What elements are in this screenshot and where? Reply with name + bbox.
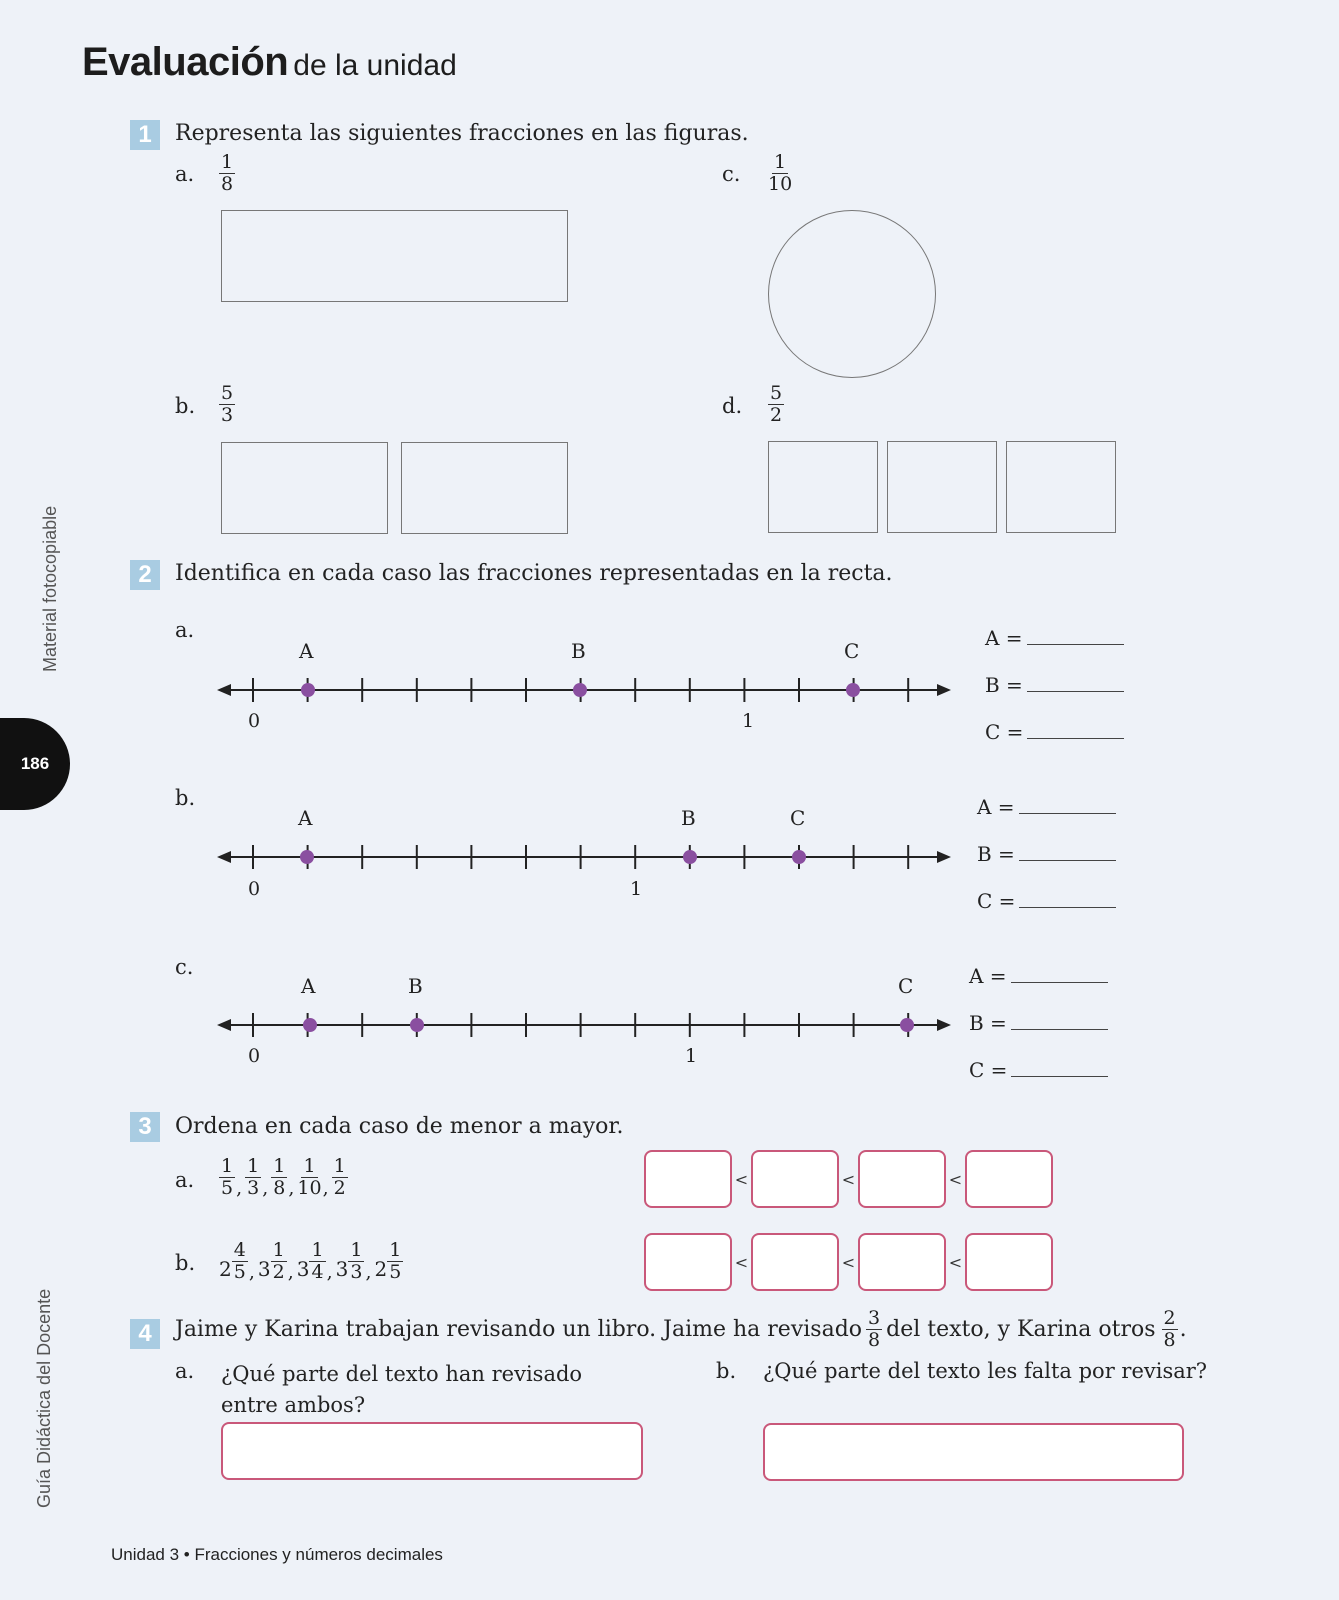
point-label-b: B [571,639,586,663]
question-1-text: Representa las siguientes fracciones en las figuras. [175,121,749,146]
answer-row[interactable]: B = [969,1011,1108,1035]
page-number: 186 [0,718,70,810]
point-label-c: C [844,639,860,663]
page-title [82,40,457,85]
answer-row[interactable]: C = [969,1058,1108,1082]
fraction: $\frac{1}{2}$ [333,1155,346,1199]
item-label: a. [175,1168,195,1192]
point-label-c: C [898,974,914,998]
fraction: $\frac{2}{8}$ [1163,1307,1176,1351]
separator: , [288,1177,295,1199]
mixed-number: 2 $\frac{1}{5}$ [374,1239,402,1283]
mixed-list-b [219,1240,403,1283]
question-3-text: Ordena en cada caso de menor a mayor. [175,1114,624,1139]
item-label: c. [175,955,194,979]
zero-label: 0 [248,710,261,732]
fraction-list-a [219,1156,348,1199]
question-4-text: Jaime y Karina trabajan revisando un libro. Jaime ha revisado $\frac{3}{8}$ del texto, y Karina otros $\frac{2}{8}$ . [175,1307,1187,1351]
separator: , [262,1177,269,1199]
rectangle-figure[interactable] [401,442,568,534]
item-label: a. [175,1359,195,1383]
point-b [683,850,697,864]
fraction: $\frac{1}{2}$ [272,1239,285,1283]
order-box[interactable] [751,1233,839,1291]
point-b [573,683,587,697]
item-label: a. [175,162,195,186]
fraction: $\frac{4}{5}$ [233,1239,246,1283]
point-label-a: A [301,974,316,998]
separator: , [236,1177,243,1199]
square-figure[interactable] [887,441,997,533]
point-label-a: A [298,806,313,830]
order-box[interactable] [644,1150,732,1208]
fraction: $\frac{3}{8}$ [868,1307,881,1351]
question-number-badge: 4 [130,1319,160,1349]
item-label: b. [175,1251,196,1275]
mixed-number: 3 $\frac{1}{2}$ [257,1239,285,1283]
answer-row[interactable]: A = [977,795,1116,819]
answer-row[interactable]: C = [977,889,1116,913]
answer-row[interactable]: C = [985,720,1124,744]
answer-row[interactable]: B = [985,673,1124,697]
point-a [301,683,315,697]
zero-label: 0 [248,1045,261,1067]
order-box[interactable] [965,1150,1053,1208]
fraction: $\frac{1}{3}$ [350,1239,363,1283]
item-label: c. [722,162,741,186]
number-line-b [215,797,955,907]
mixed-number: 3 $\frac{1}{3}$ [335,1239,363,1283]
fraction: $\frac{5}{3}$ [221,382,234,426]
fraction: $\frac{5}{2}$ [770,382,783,426]
point-b [410,1018,424,1032]
square-figure[interactable] [768,441,878,533]
separator: , [287,1261,294,1283]
rectangle-figure[interactable] [221,442,388,534]
question-4a-text: ¿Qué parte del texto han revisado entre ambos? [221,1362,583,1417]
point-label-b: B [408,974,423,998]
order-box[interactable] [858,1150,946,1208]
question-number-badge: 2 [130,560,160,590]
point-a [300,850,314,864]
circle-figure[interactable] [768,210,936,378]
question-number-badge: 3 [130,1112,160,1142]
separator: , [365,1261,372,1283]
answer-box-4a[interactable] [221,1422,643,1480]
point-label-c: C [790,806,806,830]
fraction: $\frac{1}{5}$ [221,1155,234,1199]
separator: , [248,1261,255,1283]
order-row-b [644,1233,1053,1291]
item-label: b. [716,1359,737,1383]
one-label: 1 [630,878,643,900]
point-label-a: A [299,639,314,663]
answer-box-4b[interactable] [763,1423,1184,1481]
fraction: $\frac{1}{4}$ [311,1239,324,1283]
zero-label: 0 [248,878,261,900]
point-c [792,850,806,864]
point-a [303,1018,317,1032]
sidebar-top-label: Material fotocopiable [40,505,60,672]
answer-row[interactable]: B = [977,842,1116,866]
one-label: 1 [685,1045,698,1067]
point-label-b: B [681,806,696,830]
square-figure[interactable] [1006,441,1116,533]
item-label: a. [175,618,195,642]
order-box[interactable] [751,1150,839,1208]
answer-row[interactable]: A = [969,964,1108,988]
question-4b-text: ¿Qué parte del texto les falta por revisar? [763,1359,1208,1383]
title-sub: de la unidad [293,49,457,82]
one-label: 1 [742,710,755,732]
less-than-sign: < [841,1252,856,1272]
point-c [900,1018,914,1032]
less-than-sign: < [841,1169,856,1189]
sidebar-bottom-label: Guía Didáctica del Docente [34,1288,54,1508]
number-line-c [215,965,955,1075]
fraction: $\frac{1}{10}$ [768,151,793,195]
fraction: $\frac{1}{8}$ [273,1155,286,1199]
less-than-sign: < [948,1252,963,1272]
item-label: b. [175,394,196,418]
item-label: d. [722,394,743,418]
fraction: $\frac{1}{8}$ [221,151,234,195]
less-than-sign: < [734,1252,749,1272]
order-box[interactable] [965,1233,1053,1291]
mixed-number: 3 $\frac{1}{4}$ [296,1239,324,1283]
mixed-number: 2 $\frac{4}{5}$ [219,1239,246,1283]
rectangle-figure[interactable] [221,210,568,302]
order-row-a [644,1150,1053,1208]
less-than-sign: < [734,1169,749,1189]
order-box[interactable] [644,1233,732,1291]
fraction: $\frac{1}{3}$ [247,1155,260,1199]
less-than-sign: < [948,1169,963,1189]
footer-text: Unidad 3 • Fracciones y números decimales [111,1545,443,1564]
order-box[interactable] [858,1233,946,1291]
separator: , [322,1177,329,1199]
number-line-a [215,630,955,740]
fraction: $\frac{1}{10}$ [297,1155,322,1199]
separator: , [326,1261,333,1283]
fraction: $\frac{1}{5}$ [389,1239,402,1283]
item-label: b. [175,786,196,810]
answer-row[interactable]: A = [985,626,1124,650]
title-main: Evaluación [82,40,289,84]
question-number-badge: 1 [130,120,160,150]
point-c [846,683,860,697]
question-2-text: Identifica en cada caso las fracciones representadas en la recta. [175,561,893,586]
